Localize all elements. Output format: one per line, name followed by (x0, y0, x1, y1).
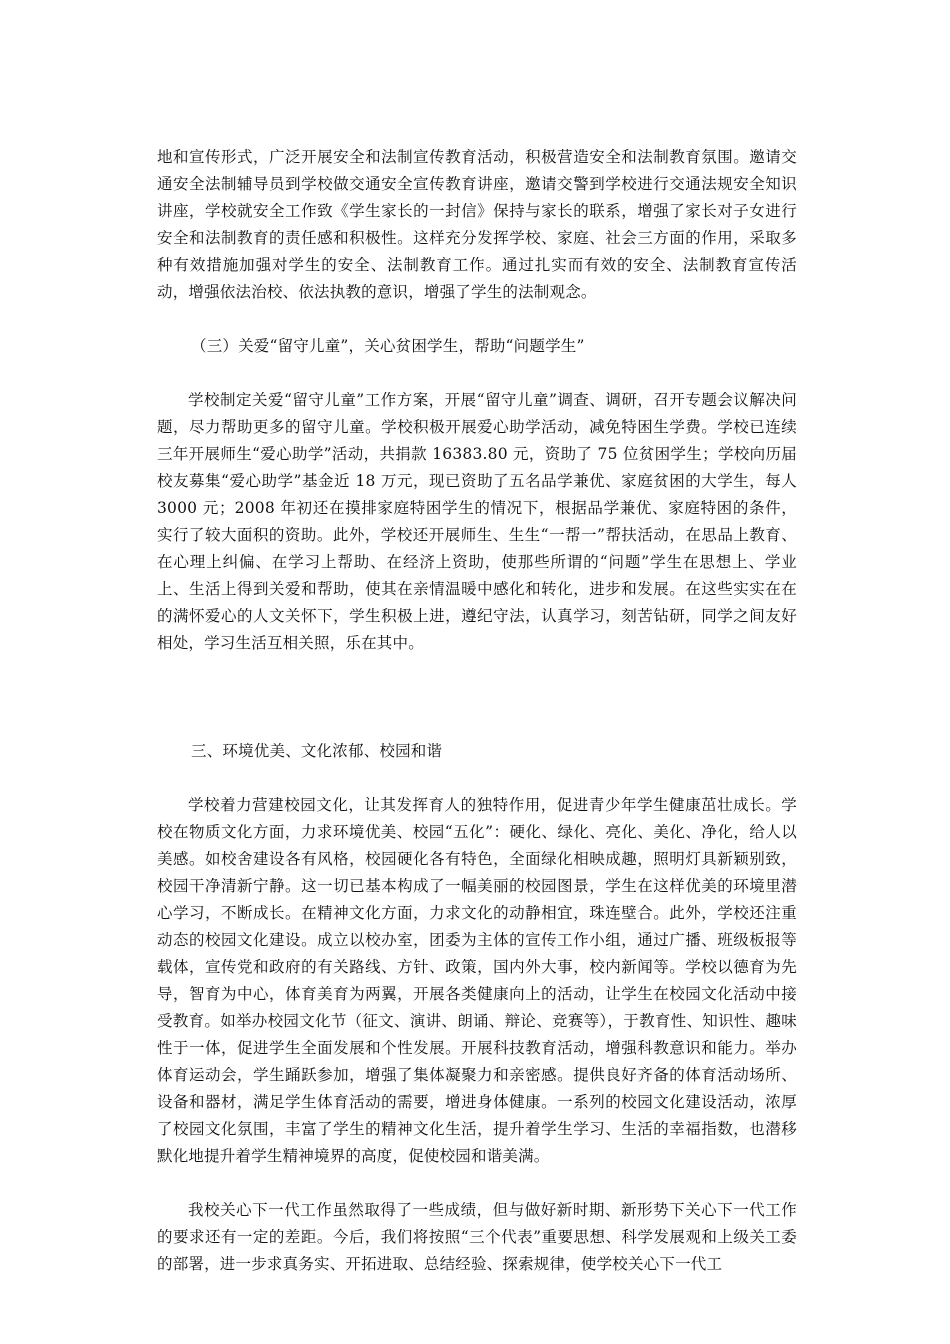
paragraph-safety-education: 地和宣传形式，广泛开展安全和法制宣传教育活动，积极营造安全和法制教育氛围。邀请交通安全法制辅导员到学校做交通安全宣传教育讲座，邀请交警到学校进行交通法规安全知识讲座，学校就安全工作致《学生家长的一封信》保持与家长的联系，增强了家长对子女进行安全和法制教育的责任感和积极性。这样充分发挥学校、家庭、社会三方面的作用，采取多种有效措施加强对学生的安全、法制教育工作。通过扎实而有效的安全、法制教育宣传活动，增强依法治校、依法执教的意识，增强了学生的法制观念。 (157, 148, 797, 301)
paragraph-campus-culture: 学校着力营建校园文化，让其发挥育人的独特作用，促进青少年学生健康茁壮成长。学校在物质文化方面，力求环境优美、校园“五化”：硬化、绿化、亮化、美化、净化，给人以美感。如校舍建设各有风格，校园硬化各有特色，全面绿化相映成趣，照明灯具新颖别致，校园干净清新宁静。这一切已基本构成了一幅美丽的校园图景，学生在这样优美的环境里潜心学习，不断成长。在精神文化方面，力求文化的动静相宜，珠连壁合。此外，学校还注重动态的校园文化建设。成立以校办室，团委为主体的宣传工作小组，通过广播、班级板报等载体，宣传党和政府的有关路线、方针、政策，国内外大事，校内新闻等。学校以德育为先导，智育为中心，体育美育为两翼，开展各类健康向上的活动，让学生在校园文化活动中接受教育。如举办校园文化节（征文、演讲、朗诵、辩论、竞赛等），于教育性、知识性、趣味性于一体，促进学生全面发展和个性发展。开展科技教育活动，增强科教意识和能力。举办体育运动会，学生踊跃参加，增强了集体凝聚力和亲密感。提供良好齐备的体育活动场所、设备和器材，满足学生体育活动的需要，增进身体健康。一系列的校园文化建设活动，浓厚了校园文化氛围，丰富了学生的精神文化生活，提升着学生学习、生活的幸福指数，也潜移默化地提升着学生精神境界的高度，促使校园和谐美满。 (157, 796, 797, 1165)
document-page (157, 144, 797, 1278)
spacer (157, 1170, 797, 1197)
section-heading-environment: 三、环境优美、文化浓郁、校园和谐 (191, 742, 443, 760)
spacer (157, 306, 797, 333)
spacer (157, 657, 797, 738)
subheading-care-children: （三）关爱“留守儿童”，关心贫困学生，帮助“问题学生” (191, 337, 585, 355)
paragraph-conclusion: 我校关心下一代工作虽然取得了一些成绩，但与做好新时期、新形势下关心下一代工作的要求还有一定的差距。今后，我们将按照“三个代表”重要思想、科学发展观和上级关工委的部署，进一步求真务实、开拓进取、总结经验、探索规律，使学校关心下一代工 (157, 1201, 797, 1273)
spacer (157, 360, 797, 387)
spacer (157, 765, 797, 792)
paragraph-care-children: 学校制定关爱“留守儿童”工作方案，开展“留守儿童”调查、调研，召开专题会议解决问题，尽力帮助更多的留守儿童。学校积极开展爱心助学活动，减免特困生学费。学校已连续三年开展师生“爱心助学”活动，共捐款 16383.80 元，资助了 75 位贫困学生；学校向历届校友募集“爱心助学”基金近 18 万元，现已资助了五名品学兼优、家庭贫困的大学生，每人 3000 元；2008 年初还在摸排家庭特困学生的情况下，根据品学兼优、家庭特困的条件，实行了较大面积的资助。此外，学校还开展师生、生生“一帮一”帮扶活动，在思品上教育、在心理上纠偏、在学习上帮助、在经济上资助，使那些所谓的“问题”学生在思想上、学业上、生活上得到关爱和帮助，使其在亲情温暖中感化和转化，进步和发展。在这些实实在在的满怀爱心的人文关怀下，学生积极上进，遵纪守法，认真学习，刻苦钻研，同学之间友好相处，学习生活互相关照，乐在其中。 (157, 391, 797, 652)
